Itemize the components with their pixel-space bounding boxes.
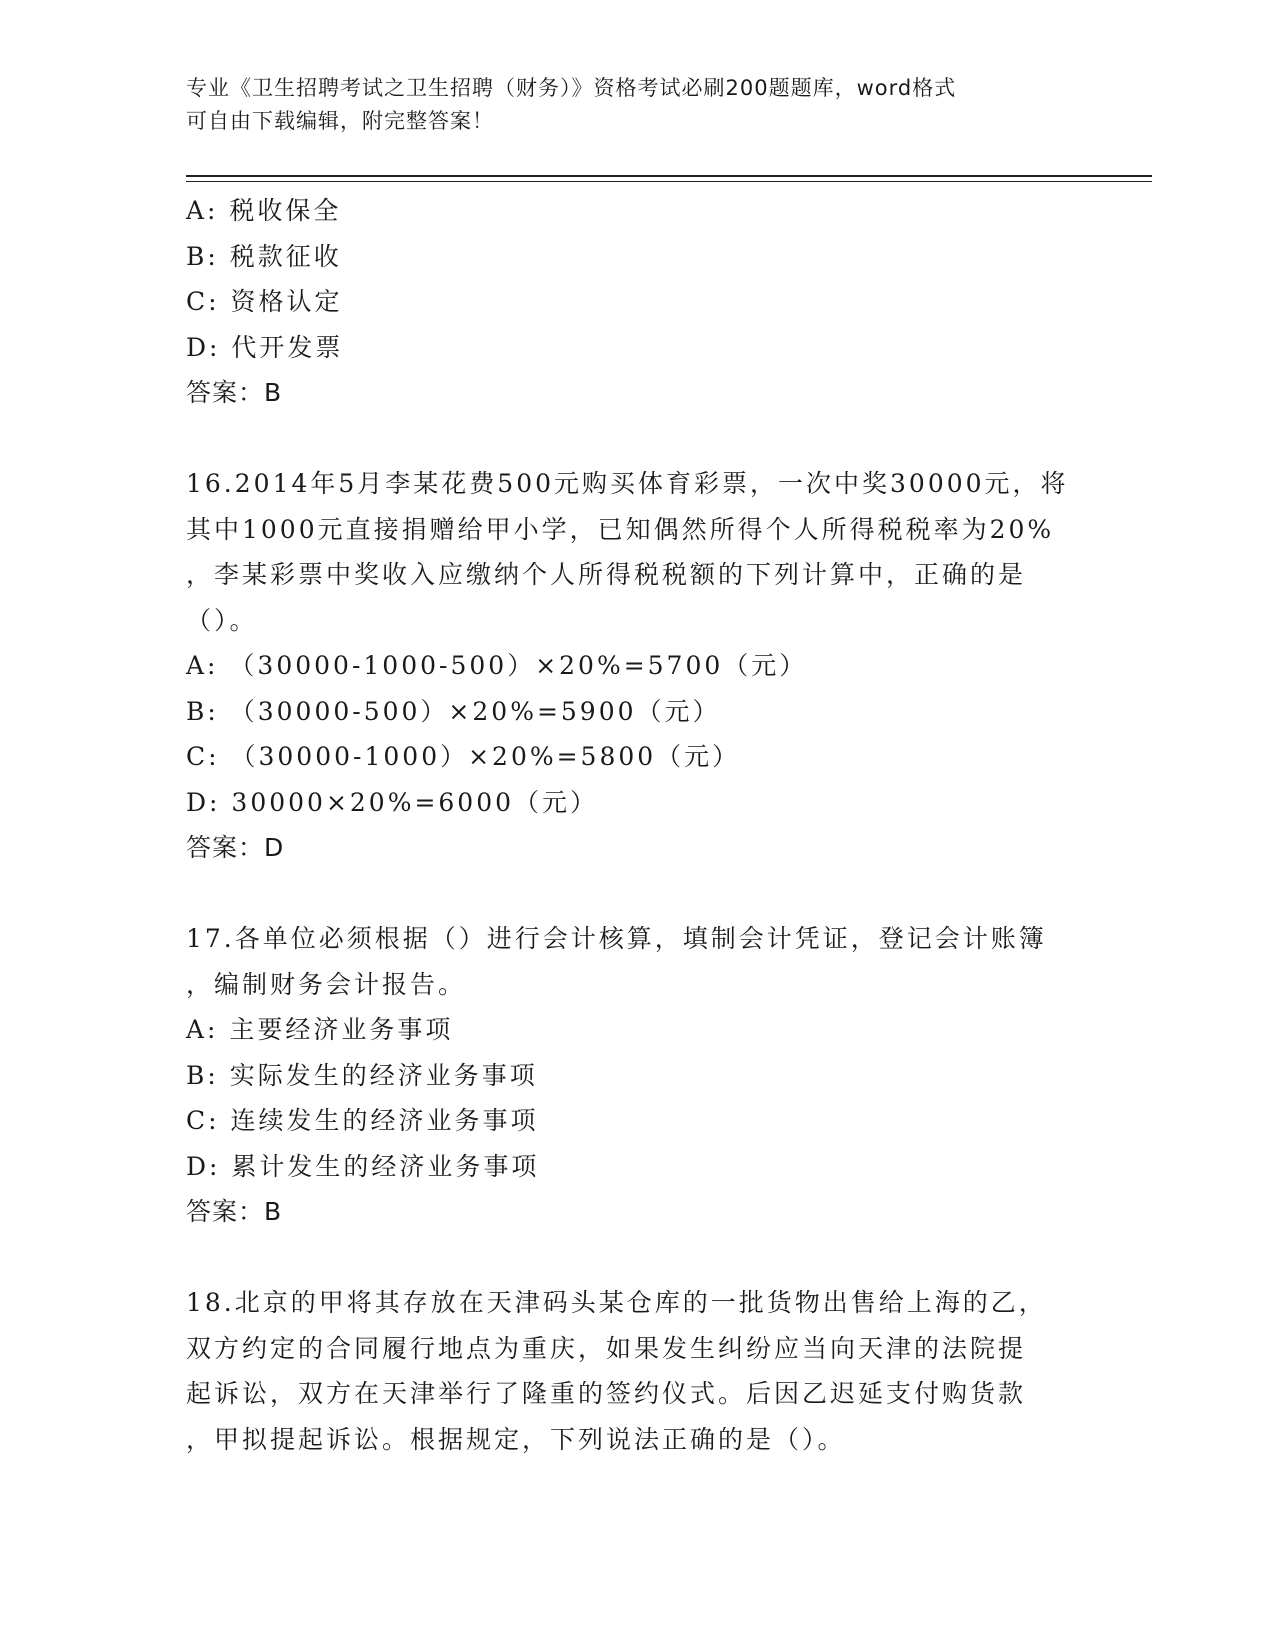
question-stem-line: 起诉讼，双方在天津举行了隆重的签约仪式。后因乙迟延支付购货款 [186, 1379, 1027, 1408]
question-stem-line: ，编制财务会计报告。 [186, 969, 467, 999]
option-a: A: （30000-1000-500）×20%=5700（元） [186, 651, 808, 680]
option-c: C: （30000-1000）×20%=5800（元） [186, 742, 741, 771]
option-c: C: 资格认定 [186, 287, 343, 316]
question-15 [186, 188, 1086, 416]
spacer [186, 1235, 1086, 1281]
document-header [186, 72, 1076, 138]
question-stem-line: 17.各单位必须根据（）进行会计核算，填制会计凭证，登记会计账簿 [186, 924, 1047, 953]
spacer [186, 871, 1086, 917]
answer: 答案：B [186, 1197, 283, 1226]
question-stem-line: 16.2014年5月李某花费500元购买体育彩票，一次中奖30000元，将 [186, 469, 1069, 498]
question-stem-line: 18.北京的甲将其存放在天津码头某仓库的一批货物出售给上海的乙， [186, 1288, 1047, 1317]
question-content [186, 188, 1086, 1462]
option-b: B: 税款征收 [186, 241, 342, 271]
option-d: D: 代开发票 [186, 332, 344, 362]
answer: 答案：D [186, 833, 285, 862]
question-17 [186, 916, 1086, 1235]
question-stem-line: ，李某彩票中奖收入应缴纳个人所得税税额的下列计算中，正确的是 [186, 560, 1027, 589]
answer: 答案：B [186, 378, 283, 407]
option-d: D: 累计发生的经济业务事项 [186, 1151, 540, 1181]
question-stem-line: ，甲拟提起诉讼。根据规定，下列说法正确的是（）。 [186, 1424, 846, 1454]
option-c: C: 连续发生的经济业务事项 [186, 1106, 539, 1135]
question-stem-line: 双方约定的合同履行地点为重庆，如果发生纠纷应当向天津的法院提 [186, 1333, 1027, 1363]
option-d: D: 30000×20%=6000（元） [186, 787, 599, 817]
question-stem-line: （）。 [186, 605, 258, 635]
question-18 [186, 1280, 1086, 1462]
header-line-1: 专业《卫生招聘考试之卫生招聘（财务）》资格考试必刷200题题库，word格式 [186, 76, 957, 100]
question-stem-line: 其中1000元直接捐赠给甲小学，已知偶然所得个人所得税税率为20% [186, 514, 1055, 544]
header-divider [186, 175, 1152, 182]
header-line-2: 可自由下载编辑，附完整答案！ [186, 109, 494, 133]
option-b: B: 实际发生的经济业务事项 [186, 1060, 538, 1090]
option-b: B: （30000-500）×20%=5900（元） [186, 696, 721, 726]
spacer [186, 416, 1086, 462]
option-a: A: 税收保全 [186, 196, 342, 225]
option-a: A: 主要经济业务事项 [186, 1015, 454, 1044]
question-16 [186, 461, 1086, 871]
